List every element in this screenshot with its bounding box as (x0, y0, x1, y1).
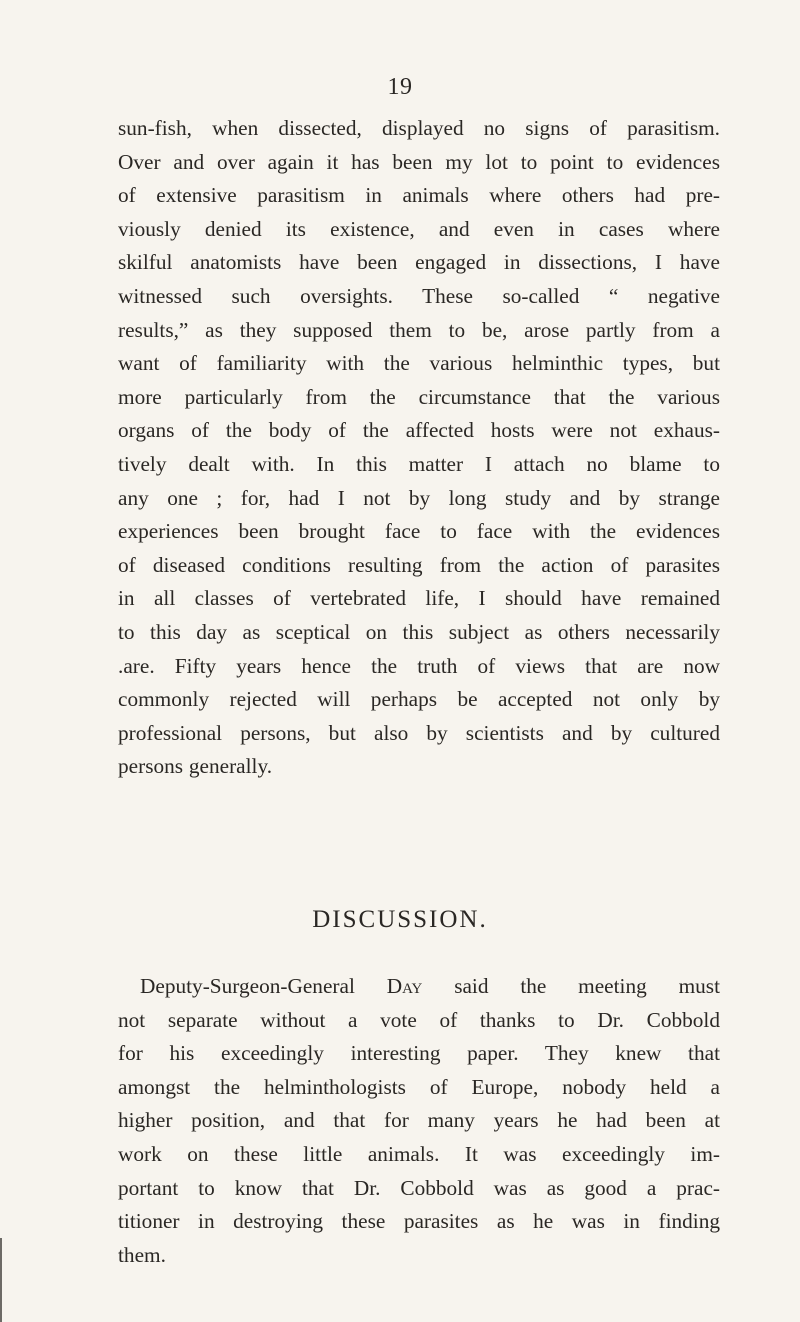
text-line: them. (118, 1242, 166, 1267)
page-edge-mark (0, 1238, 2, 1322)
text-line: commonly rejected will perhaps be accepted not only by (118, 687, 720, 712)
text-line: Over and over again it has been my lot to point to evidences (118, 149, 720, 174)
text-line: want of familiarity with the various helminthic types, but (118, 351, 720, 376)
page-number: 19 (387, 74, 413, 100)
text-line: sun-fish, when dissected, displayed no signs of parasitism. (118, 116, 720, 140)
text-line: higher position, and that for many years he had been at (118, 1108, 720, 1133)
text-line: persons generally. (118, 754, 273, 779)
text-line-first (118, 970, 720, 1004)
text-line: in all classes of vertebrated life, I should have remained (118, 586, 720, 611)
text-line: to this day as sceptical on this subject as others necessarily (118, 619, 720, 644)
text-line: of diseased conditions resulting from the action of parasites (118, 552, 720, 577)
text-line: tively dealt with. In this matter I attach no blame to (118, 451, 720, 476)
text-line: results,” as they supposed them to be, arose partly from a (118, 317, 720, 342)
text-line: for his exceedingly interesting paper. They knew that (118, 1041, 720, 1066)
text-line: professional persons, but also by scientists and by cultured (118, 720, 720, 745)
text-line: not separate without a vote of thanks to Dr. Cobbold (118, 1007, 720, 1032)
speaker-name: Day (386, 974, 423, 998)
text-line: experiences been brought face to face with the evidences (118, 519, 720, 544)
text-line: viously denied its existence, and even in cases where (118, 216, 720, 241)
text-line: portant to know that Dr. Cobbold was as good a prac- (118, 1175, 720, 1200)
text-line: more particularly from the circumstance that the various (118, 384, 720, 409)
text-line: skilful anatomists have been engaged in dissections, I have (118, 250, 720, 275)
text-line: organs of the body of the affected hosts were not exhaus- (118, 418, 720, 443)
text-line: witnessed such oversights. These so-called “ negative (118, 283, 720, 308)
text-line: any one ; for, had I not by long study and by strange (118, 485, 720, 510)
text-line: work on these little animals. It was exceedingly im- (118, 1141, 720, 1166)
discussion-paragraph (118, 970, 720, 1272)
text-line: amongst the helminthologists of Europe, nobody held a (118, 1074, 720, 1099)
text-line: of extensive parasitism in animals where others had pre- (118, 183, 720, 208)
text-line: .are. Fifty years hence the truth of views that are now (118, 653, 720, 678)
speaker-title: Deputy-Surgeon-General (140, 974, 387, 998)
paragraph-continuation (118, 112, 720, 784)
section-heading: DISCUSSION. (312, 906, 488, 933)
first-line-rest: said the meeting must (422, 974, 720, 998)
text-line: titioner in destroying these parasites as he was in finding (118, 1209, 720, 1234)
